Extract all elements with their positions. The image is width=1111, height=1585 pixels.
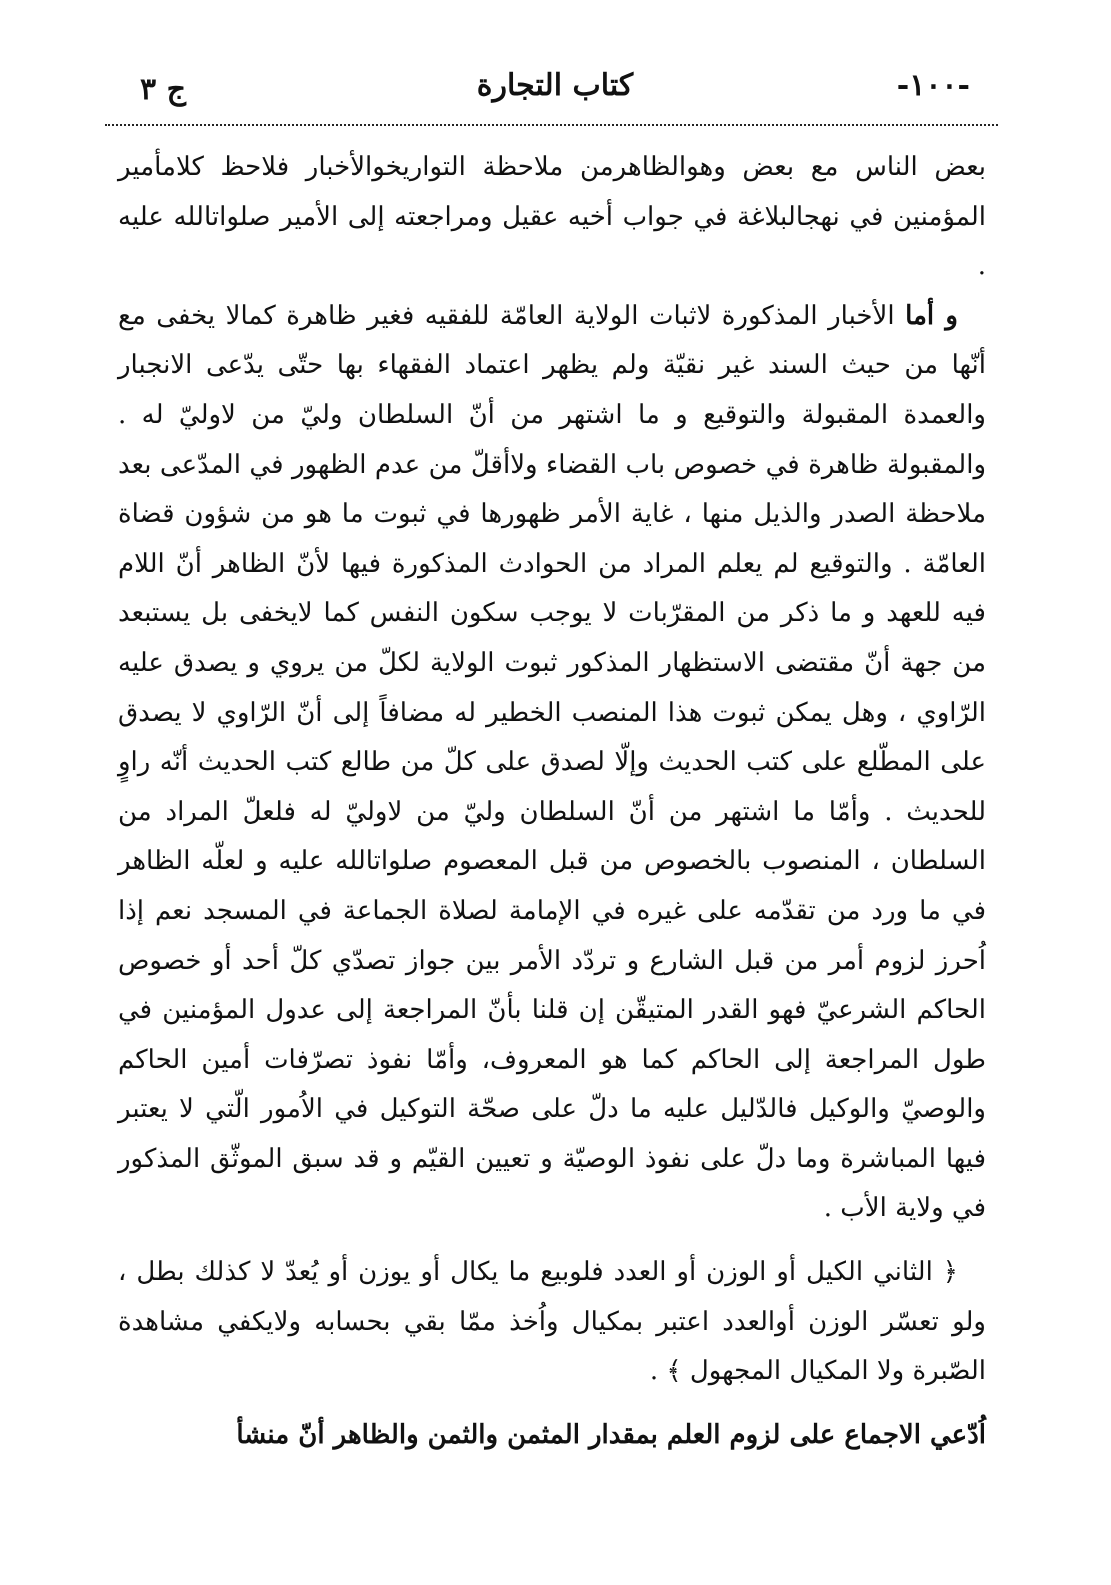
header-divider — [105, 124, 998, 126]
paragraph-text: اُدّعي الاجماع على لزوم العلم بمقدار المثمن والثمن والظاهر أنّ منشأ — [236, 1419, 986, 1450]
paragraph-text: بعض الناس مع بعض وهوالظاهرمن ملاحظة التواريخوالأخبار فلاحظ كلامأمير المؤمنين في نهجالبلاغة في جواب أخيه عقيل ومراجعته إلى الأمير صلواتالله عليه . — [118, 152, 986, 282]
volume-label: ج ٣ — [140, 72, 186, 107]
page-body — [118, 143, 986, 1460]
paragraph-lead: و أما — [905, 300, 958, 331]
paragraph-text: ﴿ الثاني الكيل أو الوزن أو العدد فلوبيع ما يكال أو يوزن أو يُعدّ لا كذلك بطل ، ولو تعسّر الوزن أوالعدد اعتبر بمكيال واُخذ ممّا بقي بحسابه ولايكفي مشاهدة الصّبرة ولا المكيال المجهول ﴾ . — [118, 1257, 986, 1387]
running-title: كتاب التجارة — [476, 68, 634, 103]
page-header — [100, 62, 1010, 122]
paragraph-text: الأخبار المذكورة لاثبات الولاية العامّة للفقيه فغير ظاهرة كمالا يخفى مع أنّها من حيث السند غير نقيّة ولم يظهر اعتماد الفقهاء بها حتّى يدّعى الانجبار والعمدة المقبولة والتوقيع و ما اشتهر من أنّ السلطان وليّ من لاوليّ له . والمقبولة ظاهرة في خصوص باب القضاء ولاأقلّ من عدم الظهور في المدّعى بعد ملاحظة الصدر والذيل منها ، غاية الأمر ظهورها في ثبوت ما هو من شؤون قضاة العامّة . والتوقيع لم يعلم المراد من الحوادث المذكورة فيها لأنّ الظاهر أنّ اللام فيه للعهد و ما ذكر من المقرّبات لا يوجب سكون النفس كما لايخفى بل يستبعد من جهة أنّ مقتضى الاستظهار المذكور ثبوت الولاية لكلّ من يروي و يصدق عليه الرّاوي ، وهل يمكن ثبوت هذا المنصب الخطير له مضافاً إلى أنّ الرّاوي لا يصدق على المطّلع على كتب الحديث وإلّا لصدق على كلّ من طالع كتب الحديث أنّه راوٍ للحديث . وأمّا ما اشتهر من أنّ السلطان وليّ من لاوليّ له فلعلّ المراد من السلطان ، المنصوب بالخصوص من قبل المعصوم صلواتالله عليه و لعلّه الظاهر في ما ورد من تقدّمه على غيره في الإمامة لصلاة الجماعة في المسجد نعم إذا اُحرز لزوم أمر من قبل الشارع و تردّد الأمر بين جواز تصدّي كلّ أحد أو خصوص الحاكم الشرعيّ فهو القدر المتيقّن إن قلنا بأنّ المراجعة إلى عدول المؤمنين في طول المراجعة إلى الحاكم كما هو المعروف، وأمّا نفوذ تصرّفات أمين الحاكم والوصيّ والوكيل فالدّليل عليه ما دلّ على صحّة التوكيل في الاُمور الّتي لا يعتبر فيها المباشرة وما دلّ على نفوذ الوصيّة و تعيين القيّم و قد سبق الموثّق المذكور في ولاية الأب . — [118, 300, 987, 1224]
paragraph — [118, 292, 986, 1234]
paragraph — [118, 143, 986, 292]
page-number: -١٠٠- — [896, 68, 970, 103]
paragraph — [118, 1411, 986, 1461]
quoted-text-paragraph — [118, 1248, 986, 1397]
